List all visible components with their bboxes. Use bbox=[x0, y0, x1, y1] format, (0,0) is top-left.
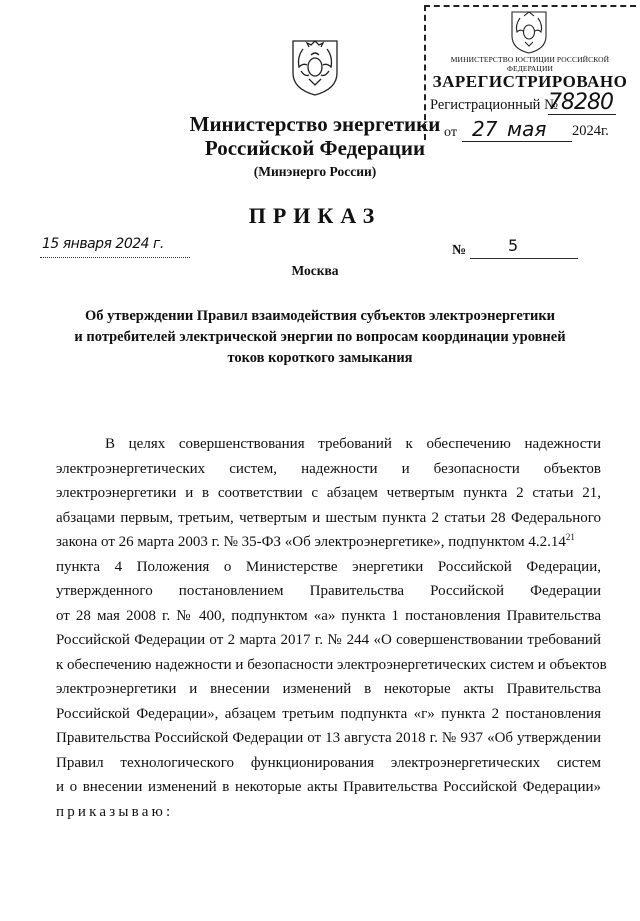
ministry-name-line1: Министерство энергетики bbox=[189, 112, 441, 136]
body-line: к обеспечению надежности и безопасности электроэнергетических систем и объектов bbox=[56, 656, 607, 673]
stamp-number-underline bbox=[548, 114, 616, 115]
stamp-date-year: 2024г. bbox=[572, 123, 609, 139]
body-line: от 28 мая 2008 г. № 400, подпунктом «а» пункта 1 постановления Правительства bbox=[56, 607, 601, 624]
stamp-emblem-icon bbox=[507, 7, 551, 55]
stamp-date-month: мая bbox=[507, 117, 547, 141]
stamp-date-day: 27 bbox=[472, 117, 498, 141]
title-line: Об утверждении Правил взаимодействия субъектов электроэнергетики bbox=[84, 308, 556, 324]
body-line: утвержденного постановлением Правительства Российской Федерации bbox=[56, 583, 601, 599]
order-number-sign: № bbox=[452, 243, 467, 258]
body-paragraph bbox=[56, 432, 607, 824]
stamp-date-prefix: от bbox=[444, 125, 457, 140]
body-line-text: закона от 26 марта 2003 г. № 35-ФЗ «Об электроэнергетике», подпунктом 4.2.14 bbox=[56, 534, 566, 550]
body-line: абзацами первым, третьим, четвертым и шестым пункта 2 статьи 28 Федерального bbox=[56, 509, 601, 526]
order-date-underline bbox=[40, 257, 190, 258]
ministry-name-line2: Российской Федерации bbox=[204, 136, 426, 160]
ministry-short-name: (Минэнерго России) bbox=[253, 164, 377, 179]
body-line: Правил технологического функционирования электроэнергетических систем bbox=[56, 754, 601, 771]
body-line: электроэнергетических систем, надежности и безопасности объектов bbox=[56, 460, 601, 477]
order-date: 15 января 2024 г. bbox=[42, 236, 164, 252]
document-type: ПРИКАЗ bbox=[248, 203, 382, 228]
stamp-number-value: 78280 bbox=[548, 90, 613, 115]
order-number: 5 bbox=[508, 236, 519, 255]
body-line: и о внесении изменений в некоторые акты Правительства Российской Федерации» bbox=[56, 779, 601, 795]
body-line bbox=[56, 530, 601, 555]
city: Москва bbox=[291, 263, 339, 278]
body-line: Российской Федерации от 2 марта 2017 г. № 244 «О совершенствовании требований bbox=[56, 632, 601, 648]
state-emblem-icon bbox=[287, 35, 343, 97]
footnote-ref: 21 bbox=[565, 532, 575, 542]
order-title bbox=[50, 306, 590, 369]
body-line: электроэнергетики и внесении изменений в некоторые акты Правительства bbox=[56, 681, 601, 697]
body-line: Российской Федерации», абзацем третьим подпункта «г» пункта 2 постановления bbox=[56, 705, 601, 722]
title-line: и потребителей электрической энергии по вопросам координации уровней bbox=[74, 329, 566, 345]
order-word: приказываю: bbox=[56, 803, 174, 820]
stamp-ministry-name: МИНИСТЕРСТВО ЮСТИЦИИ РОССИЙСКОЙ ФЕДЕРАЦИИ bbox=[450, 55, 610, 73]
body-line: пункта 4 Положения о Министерстве энергетики Российской Федерации, bbox=[56, 558, 601, 575]
title-line: токов короткого замыкания bbox=[227, 350, 413, 366]
order-number-underline bbox=[470, 258, 578, 259]
stamp-number-label: Регистрационный № bbox=[430, 97, 558, 113]
body-line: В целях совершенствования требований к обеспечению надежности bbox=[105, 436, 601, 452]
body-line: Правительства Российской Федерации от 13 августа 2018 г. № 937 «Об утверждении bbox=[56, 730, 601, 746]
body-line: электроэнергетики и в соответствии с абзацем четвертым пункта 2 статьи 21, bbox=[56, 485, 601, 501]
stamp-registered-label: ЗАРЕГИСТРИРОВАНО bbox=[432, 72, 628, 91]
